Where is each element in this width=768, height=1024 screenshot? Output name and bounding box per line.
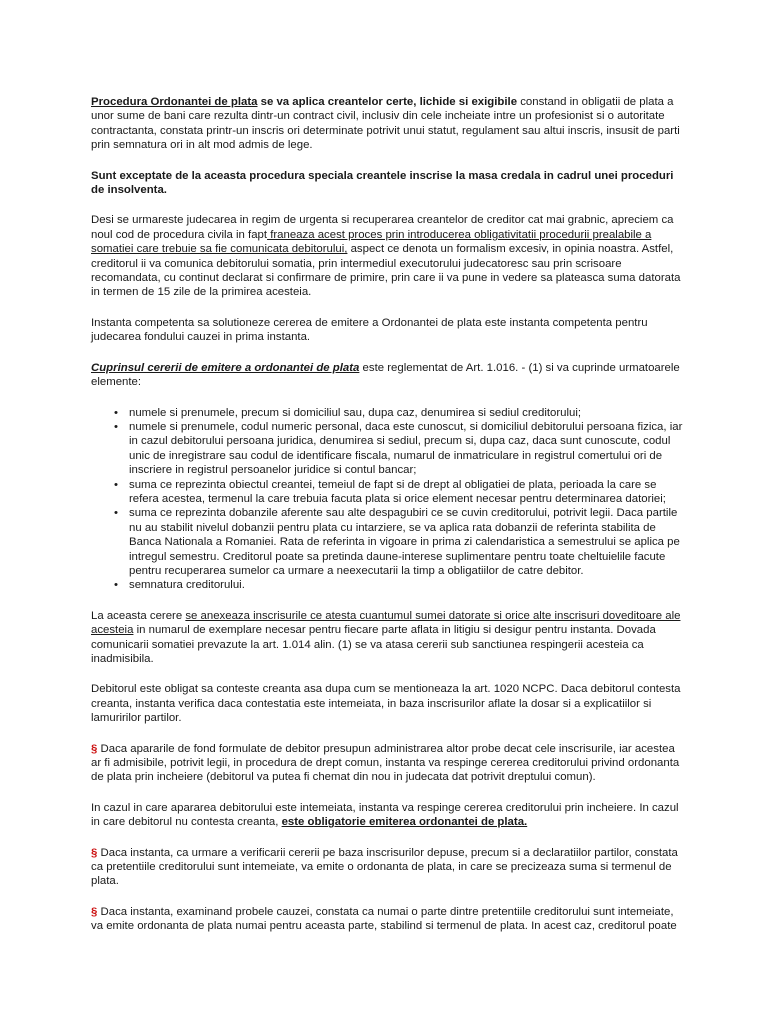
section-sign-icon: § [91, 742, 98, 755]
list-item-text: suma ce reprezinta dobanzile aferente sau alte despagubiri ce se cuvin creditorului, potrivit legii. Daca partile nu au stabilit nivelul dobanzii pentru plata cu intarziere, se va aplica rata dobanzii de referinta stabilita de Banca Nationala a Romaniei. Rata de referinta in vigoare in prima zi calendaristica a semestrului se aplica pe intregul semestru. Creditorul poate sa pretinda daune-interese suplimentare pentru toate cheltuielile facute pentru recuperarea sumelor ca urmare a neexecutarii la timp a obligatiilor de catre debitor. [129, 507, 680, 577]
elements-list [91, 406, 685, 593]
paragraph-exceptions: Sunt exceptate de la aceasta procedura speciala creantele inscrise la masa credala in cadrul unei proceduri de insolventa. [91, 169, 674, 197]
list-item-text: numele si prenumele, codul numeric personal, daca este cunoscut, si domiciliul debitorului persoana fizica, iar in cazul debitorului persoana juridica, denumirea si sediul, precum si, dupa caz, daca sunt cunoscute, codul unic de inregistrare sau codul de identificare fiscala, numarul de inmatriculare in registrul comertului ori de inscriere in registrul persoanelor juridice si contul bancar; [129, 420, 683, 477]
section-sign-icon: § [91, 905, 98, 918]
paragraph-contest: Debitorul este obligat sa conteste creanta asa dupa cum se mentioneaza la art. 1020 NCPC. Daca debitorul contesta creanta, instanta verifica daca contestatia este intemeiata, in baza inscrisurilor aflate la dosar si a explicatiilor si lamuririlor partilor. [91, 683, 681, 725]
bullet-icon: • [114, 406, 118, 419]
list-item-text: semnatura creditorului. [129, 579, 245, 592]
list-item [91, 420, 685, 478]
content-heading: Cuprinsul cererii de emitere a ordonantei de plata [91, 361, 360, 374]
paragraph-competence: Instanta competenta sa solutioneze cererea de emitere a Ordonantei de plata este instanta competenta pentru judecarea fondului cauzei in prima instanta. [91, 316, 648, 344]
paragraph-issuance [91, 846, 685, 889]
list-item-text: suma ce reprezinta obiectul creantei, temeiul de fapt si de drept al obligatiei de plata, perioada la care se refera acestea, termenul la care trebuia facuta plata si orice element necesar pentru determinarea datoriei; [129, 478, 666, 505]
bullet-icon: • [114, 478, 118, 491]
term-ordonanta-de-plata: Procedura Ordonantei de plata [91, 96, 258, 108]
defenses-text: Daca apararile de fond formulate de debitor presupun administrarea altor probe decat cele inscrisurile, iar acestea ar fi admisibile, potrivit legii, in procedura de drept comun, instanta va respinge cererea creditorului privind ordonanta de plata prin incheiere (debitorul va putea fi chemat din nou in judecata dat potrivit dreptului comun). [91, 742, 680, 784]
rejection-text: In cazul in care apararea debitorului este intemeiata, instanta va respinge cererea creditorului prin incheiere. In cazul in care debitorul nu contesta creanta, [91, 801, 679, 829]
partial-text: Daca instanta, examinand probele cauzei, constata ca numai o parte dintre pretentiile creditorului sunt intemeiate, va emite ordonanta de plata numai pentru aceasta parte, stabilind si termenul de plata. In acest caz, creditorul poate [91, 905, 677, 933]
section-sign-icon: § [91, 846, 98, 859]
annexes-text-start: La aceasta cerere [91, 609, 186, 622]
list-item [91, 478, 685, 507]
content-intro-text: este reglementat de Art. 1.016. - (1) si va cuprinde urmatoarele elemente: [91, 361, 680, 389]
list-item-text: numele si prenumele, precum si domiciliul sau, dupa caz, denumirea si sediul creditorului; [129, 406, 582, 419]
annexes-underlined: se anexeaza inscrisurile ce atesta cuantumul sumei datorate si orice alte inscrisuri doveditoare ale acesteia [91, 609, 681, 637]
mandatory-issuance: este obligatorie emiterea ordonantei de plata. [281, 816, 528, 829]
urgency-text-start: Desi se urmareste judecarea in regim de urgenta si recuperarea creantelor de creditor cat mai grabnic, apreciem ca noul cod de procedura civila in fapt [91, 214, 674, 241]
issuance-text: Daca instanta, ca urmare a verificarii cererii pe baza inscrisurilor depuse, precum si a declaratiilor partilor, constata ca pretentiile creditorului sunt intemeiate, va emite o ordonanta de plata, in care se precizeaza suma si termenul de plata. [91, 846, 678, 888]
annexes-text-end: in numarul de exemplare necesar pentru fiecare parte aflata in litigiu si desigur pentru instanta. Dovada comunicarii somatiei prevazute la art. 1.014 alin. (1) se va atasa cererii sub sanctiunea respingerii acesteia ca inadmisibila. [91, 624, 656, 665]
paragraph-scope [91, 95, 685, 153]
paragraph-content-intro [91, 361, 685, 390]
paragraph-rejection [91, 801, 685, 830]
urgency-underlined: franeaza acest proces prin introducerea obligativitatii procedurii prealabile a somatiei care trebuie sa fie comunicata debitorului, [91, 228, 652, 256]
paragraph-urgency [91, 213, 685, 299]
paragraph-defenses [91, 742, 685, 785]
list-item [91, 506, 685, 578]
paragraph-partial [91, 905, 685, 934]
list-item [91, 578, 685, 592]
urgency-text-end: aspect ce denota un formalism excesiv, in opinia noastra. Astfel, creditorul ii va comunica debitorului somatia, prin intermediul executorului judecatoresc sau prin scrisoare recomandata, cu continut declarat si confirmare de primire, prin care ii va pune in vedere sa plateasca suma datorata in termen de 15 zile de la primirea acesteia. [91, 243, 681, 299]
scope-text: constand in obligatii de plata a unor sume de bani care rezulta dintr-un contract civil, inclusiv din cele incheiate intre un profesionist si o autoritate contractanta, constata printr-un inscris ori determinate potrivit unui statut, regulament sau altui inscris, insusit de parti prin semnatura ori in alt mod admis de lege. [91, 96, 680, 152]
bullet-icon: • [114, 507, 118, 520]
document-body [91, 95, 685, 950]
bullet-icon: • [114, 579, 118, 592]
paragraph-annexes [91, 609, 685, 667]
bullet-icon: • [114, 420, 118, 433]
list-item [91, 406, 685, 420]
scope-emphasis: se va aplica creantelor certe, lichide si exigibile [257, 96, 518, 108]
